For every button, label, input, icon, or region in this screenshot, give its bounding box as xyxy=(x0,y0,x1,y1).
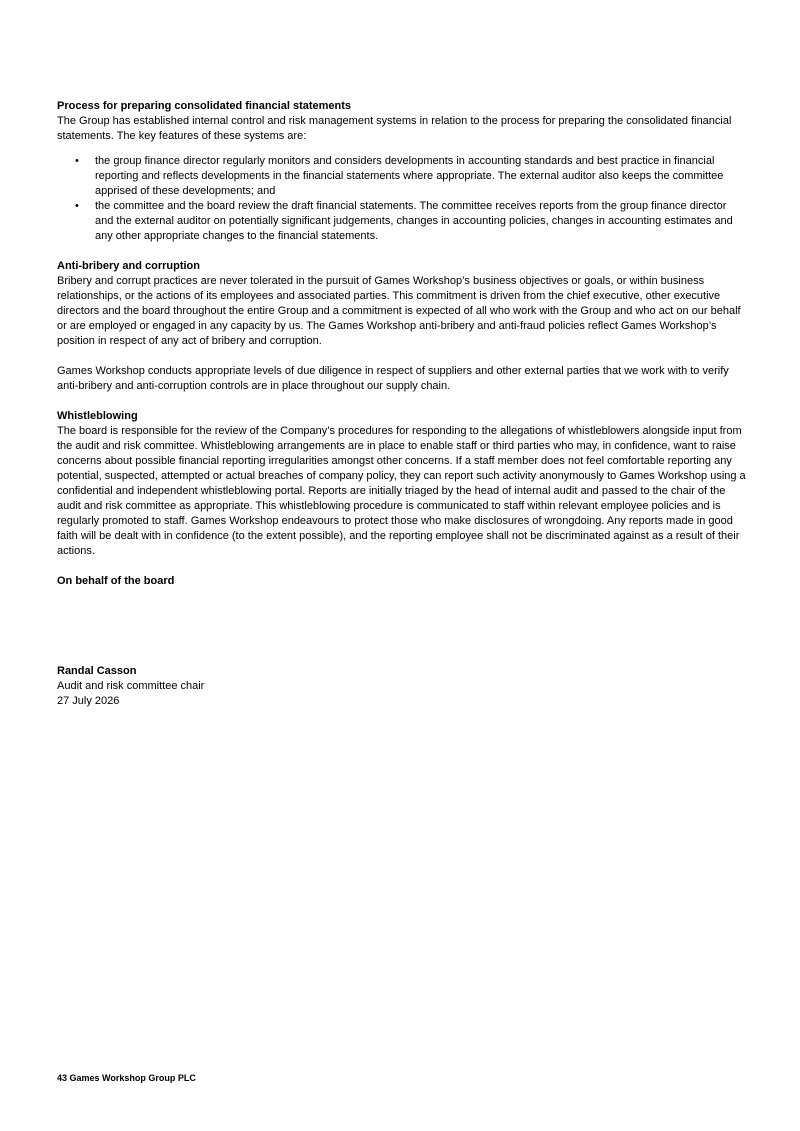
on-behalf-label: On behalf of the board xyxy=(57,575,175,587)
section-heading: Whistleblowing xyxy=(57,410,138,422)
section-intro: The Group has established internal control and risk management systems in relation to the process for preparing the consolidated financial statements. The key features of these systems are: xyxy=(57,115,732,142)
section-heading: Process for preparing consolidated financial statements xyxy=(57,100,352,112)
list-item-text: the group finance director regularly monitors and considers developments in accounting standards and best practice in financial reporting and reflects developments in the financial statements where appropriate. The external auditor also keeps the committee apprised of these developments; and xyxy=(95,155,724,197)
bullet-icon: • xyxy=(75,200,79,212)
section-paragraph: Games Workshop conducts appropriate levels of due diligence in respect of suppliers and other external parties that we work with to verify anti-bribery and anti-corruption controls are in place throughout our supply chain. xyxy=(57,365,729,392)
bullet-list xyxy=(57,154,747,244)
section-heading: Anti-bribery and corruption xyxy=(57,260,200,272)
signatory-name: Randal Casson xyxy=(57,665,137,677)
signatory-title: Audit and risk committee chair xyxy=(57,680,205,692)
section-paragraph: The board is responsible for the review of the Company’s procedures for responding to the allegations of whistleblowers alongside input from the audit and risk committee. Whistleblowing arrangements are in place to enable staff or third parties who may, in confidence, want to raise concerns about possible financial reporting irregularities amongst other concerns. If a staff member does not feel comfortable reporting any potential, suspected, attempted or actual breaches of company policy, they can report such activity anonymously to Games Workshop using a confidential and independent whistleblowing portal. Reports are initially triaged by the head of internal audit and passed to the chair of the audit and risk committee as appropriate. This whistleblowing procedure is communicated to staff within relevant employee policies and is regularly promoted to staff. Games Workshop endeavours to protect those who make disclosures of wrongdoing. Any reports made in good faith will be dealt with in confidence (to the extent possible), and the reporting employee shall not be discriminated against as a result of their actions. xyxy=(57,425,746,557)
list-item-text: the committee and the board review the draft financial statements. The committee receives reports from the group finance director and the external auditor on potentially significant judgements, changes in accounting policies, changes in accounting estimates and any other appropriate changes to the financial statements. xyxy=(95,200,733,242)
section-whistleblowing xyxy=(57,409,747,559)
section-financial-statements xyxy=(57,99,747,244)
signature-block xyxy=(57,664,747,709)
section-anti-bribery xyxy=(57,259,747,394)
list-item xyxy=(57,154,747,199)
document-body xyxy=(57,99,747,709)
page-footer: 43 Games Workshop Group PLC xyxy=(57,1073,196,1083)
list-item xyxy=(57,199,747,244)
bullet-icon: • xyxy=(75,155,79,167)
section-paragraph: Bribery and corrupt practices are never tolerated in the pursuit of Games Workshop’s business objectives or goals, or within business relationships, or the actions of its employees and associated parties. This commitment is driven from the chief executive, other executive directors and the board throughout the entire Group and a commitment is expected of all who work with the Group and who act on our behalf or are employed or engaged in any capacity by us. The Games Workshop anti-bribery and anti-fraud policies reflect Games Workshop’s position in respect of any act of bribery and corruption. xyxy=(57,275,741,347)
signature-date: 27 July 2026 xyxy=(57,695,120,707)
